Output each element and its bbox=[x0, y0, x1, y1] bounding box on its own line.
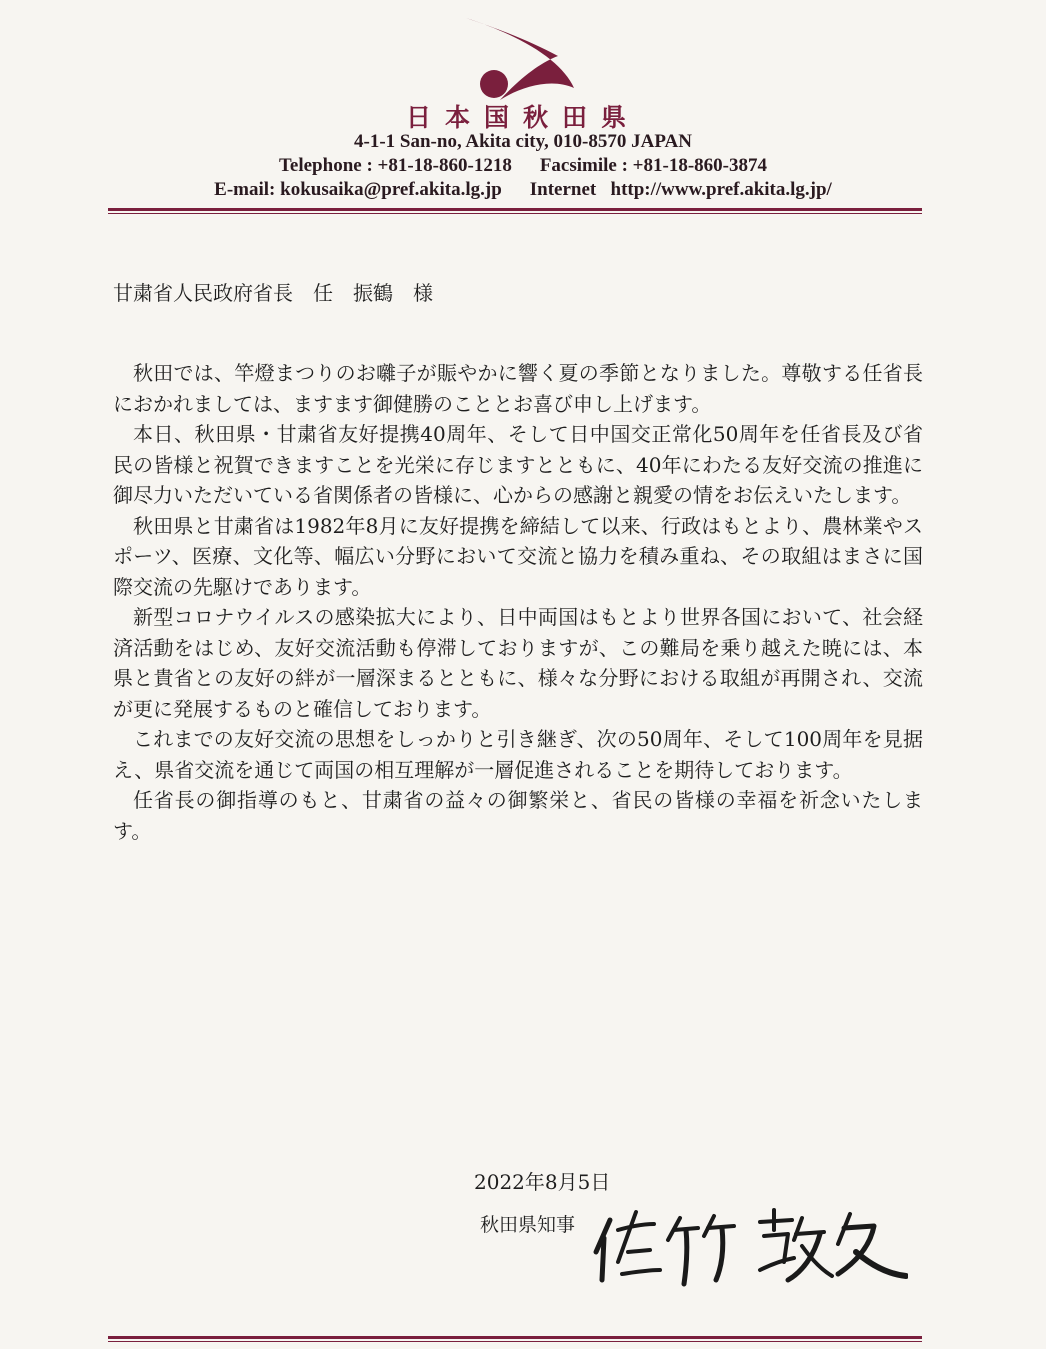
paragraph-5: これまでの友好交流の思想をしっかりと引き継ぎ、次の50周年、そして100周年を見据え、県省交流を通じて両国の相互理解が一層促進されることを期待しております。 bbox=[113, 727, 923, 782]
header-rule-thin bbox=[108, 213, 922, 214]
akita-prefecture-emblem-icon bbox=[462, 16, 582, 104]
addressee: 甘粛省人民政府省長 任 振鶴 様 bbox=[113, 281, 433, 305]
email: E-mail: kokusaika@pref.akita.lg.jp bbox=[214, 179, 502, 200]
org-name: 日本国秋田県 bbox=[405, 103, 640, 132]
website: Internet http://www.pref.akita.lg.jp/ bbox=[529, 179, 832, 200]
contact-email-web bbox=[0, 179, 1046, 201]
handwritten-signature bbox=[588, 1200, 908, 1290]
paragraph-6: 任省長の御指導のもと、甘粛省の益々の御繁栄と、省民の皆様の幸福を祈念いたします。 bbox=[113, 788, 923, 843]
header-rule-thick bbox=[108, 208, 922, 211]
facsimile: Facsimile : +81-18-860-3874 bbox=[539, 155, 767, 176]
paragraph-3: 秋田県と甘粛省は1982年8月に友好提携を締結して以来、行政はもとより、農林業やスポーツ、医療、文化等、幅広い分野において交流と協力を積み重ね、その取組はまさに国際交流の先駆けであります。 bbox=[113, 513, 923, 599]
paragraph-1: 秋田では、竿燈まつりのお囃子が賑やかに響く夏の季節となりました。尊敬する任省長におかれましては、ますます御健勝のこととお喜び申し上げます。 bbox=[113, 361, 923, 416]
signer-title: 秋田県知事 bbox=[480, 1214, 576, 1236]
paragraph-2: 本日、秋田県・甘粛省友好提携40周年、そして日中国交正常化50周年を任省長及び省民の皆様と祝賀できますことを光栄に存じますとともに、40年にわたる友好交流の推進に御尽力いただいている省関係者の皆様に、心からの感謝と親愛の情をお伝えいたします。 bbox=[113, 422, 923, 507]
footer-rule-thick bbox=[108, 1336, 922, 1339]
org-address: 4-1-1 San-no, Akita city, 010-8570 JAPAN bbox=[354, 131, 692, 152]
telephone: Telephone : +81-18-860-1218 bbox=[278, 155, 512, 176]
footer-rule-thin bbox=[108, 1341, 922, 1342]
paragraph-4: 新型コロナウイルスの感染拡大により、日中両国はもとより世界各国において、社会経済活動をはじめ、友好交流活動も停滞しておりますが、この難局を乗り越えた暁には、本県と貴省との友好の絆が一層深まるとともに、様々な分野における取組が再開され、交流が更に発展するものと確信しております。 bbox=[113, 605, 923, 721]
letter-body bbox=[113, 358, 923, 846]
contact-phone-fax bbox=[0, 155, 1046, 177]
letter-date: 2022年8月5日 bbox=[474, 1170, 611, 1194]
